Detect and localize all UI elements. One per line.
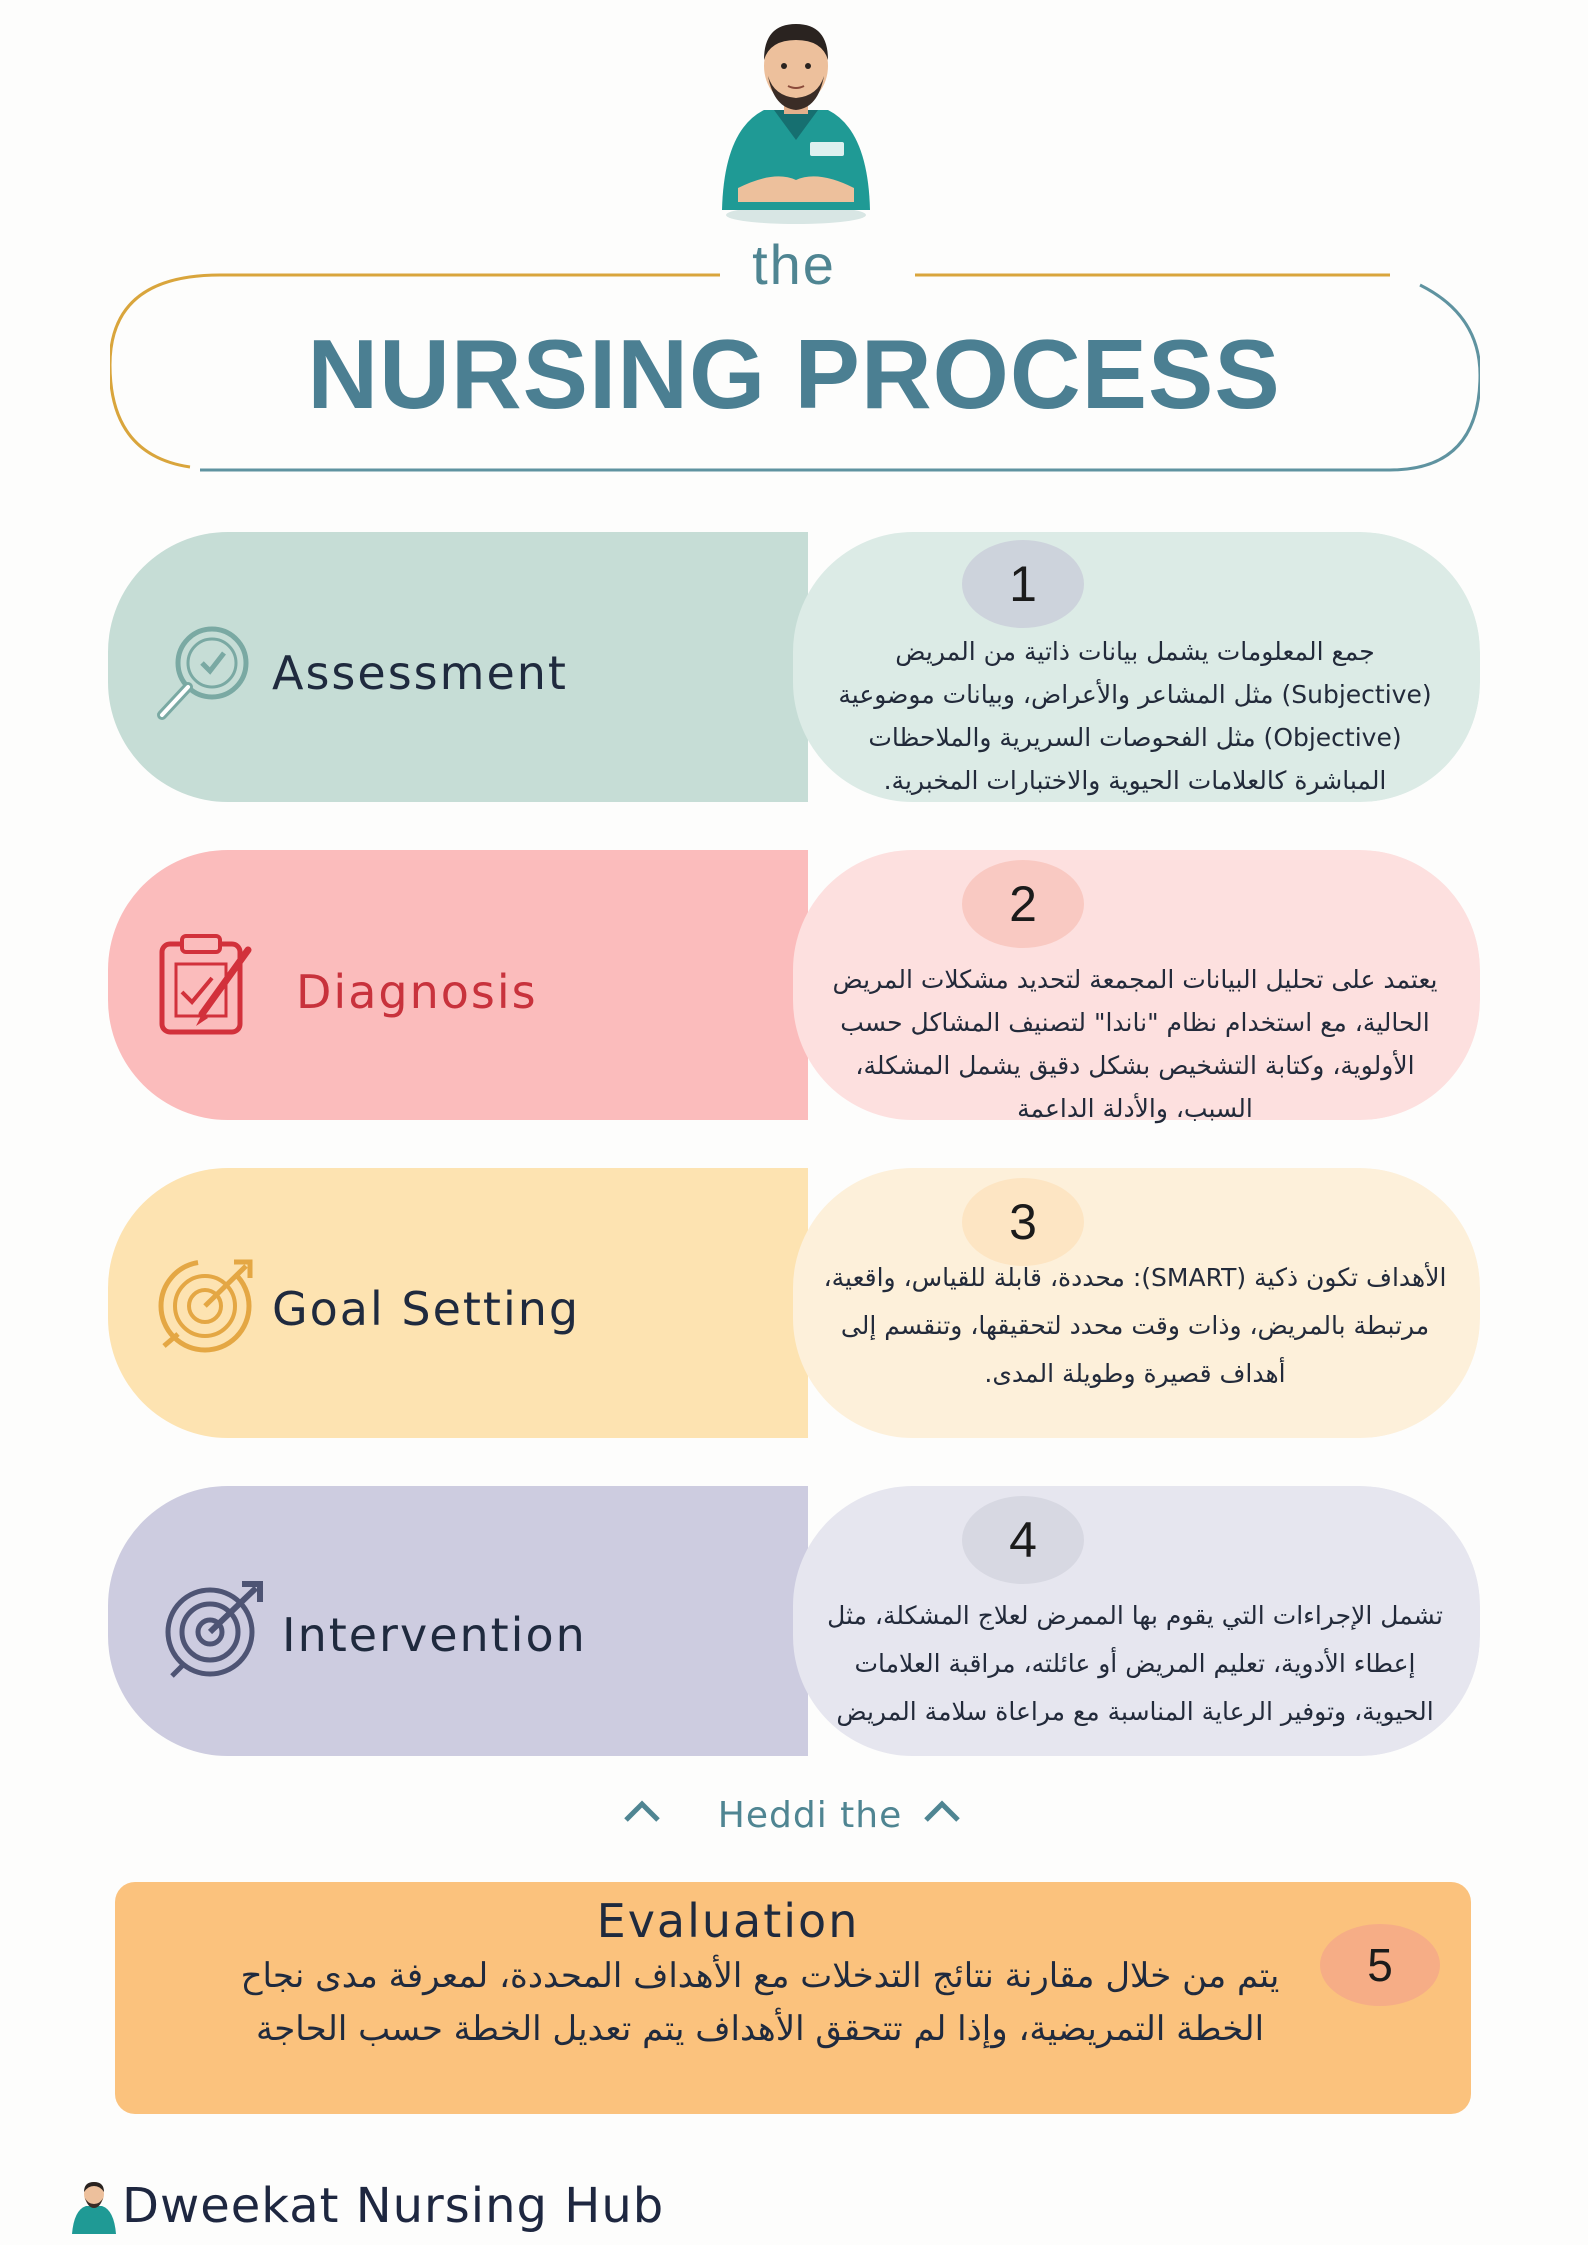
step-number: 1 [962,540,1084,628]
teaser-text: Heddi the [717,1795,903,1836]
step-label: Assessment [272,646,568,700]
step-description: جمع المعلومات يشمل بيانات ذاتية من المريض (Subjective) مثل المشاعر والأعراض، وبيانات موضوعية (Objective) مثل الفحوصات السريرية والملاحظات المباشرة كالعلامات الحيوية والاختبارات المخبرية. [838,637,1432,795]
brand-name: Dweekat Nursing Hub [122,2178,665,2234]
step-number: 4 [962,1496,1084,1584]
step-description: تشمل الإجراءات التي يقوم بها الممرض لعلاج المشكلة، مثل إعطاء الأدوية، تعليم المريض أو عائلته، مراقبة العلامات الحيوية، وتوفير الرعاية المناسبة مع مراعاة سلامة المريض [827,1601,1443,1726]
nurse-avatar-small [70,2178,118,2234]
step-label: Intervention [282,1608,587,1662]
step-label: Goal Setting [272,1282,581,1336]
evaluation-card [115,1882,1471,2114]
step-number: 3 [962,1178,1084,1266]
page-title: NURSING PROCESS [307,319,1281,429]
step-description: الأهداف تكون ذكية (SMART): محددة، قابلة للقياس، واقعية، مرتبطة بالمريض، وذات وقت محدد لتحقيقها، وتنقسم إلى أهداف قصيرة وطويلة المدى. [823,1263,1447,1388]
step-label: Diagnosis [296,965,538,1019]
target-arrow-icon [150,1250,260,1360]
clipboard-pen-icon [152,930,262,1040]
title-prefix: the [752,233,836,296]
nurse-avatar [714,10,878,226]
step-number: 2 [962,860,1084,948]
teaser-row [560,1790,1060,1850]
step-description: يعتمد على تحليل البيانات المجمعة لتحديد مشكلات المريض الحالية، مع استخدام نظام "ناندا" لتصنيف المشاكل حسب الأولوية، وكتابة التشخيص بشكل دقيق يشمل المشكلة، السبب، والأدلة الداعمة [832,965,1438,1123]
magnifier-checklist-icon [150,617,260,727]
evaluation-title: Evaluation [596,1894,860,1948]
chevron-up-icon [620,1790,664,1838]
evaluation-description: يتم من خلال مقارنة نتائج التدخلات مع الأهداف المحددة، لمعرفة مدى نجاح الخطة التمريضية، وإذا لم تتحقق الأهداف يتم تعديل الخطة حسب الحاجة [240,1956,1280,2049]
bullseye-arrow-icon [158,1576,268,1686]
step-number: 5 [1320,1924,1440,2006]
chevron-up-icon [920,1790,964,1838]
